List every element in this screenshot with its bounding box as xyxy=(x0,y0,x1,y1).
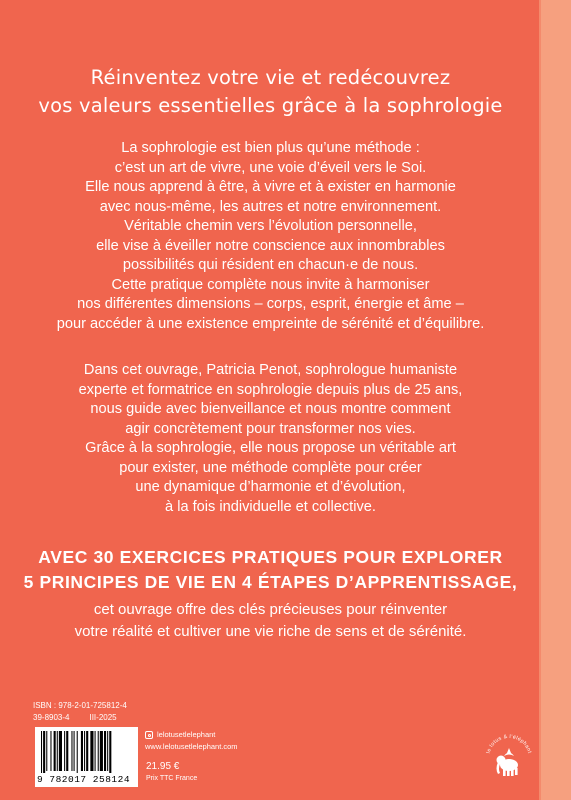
price-amount: 21.95 € xyxy=(146,761,180,772)
barcode-bar xyxy=(100,731,103,771)
text-line: Cette pratique complète nous invite à harmoniser xyxy=(111,276,430,293)
barcode-bar xyxy=(104,731,106,771)
barcode-bar xyxy=(90,731,93,771)
barcode-bar xyxy=(86,731,88,771)
barcode-bar xyxy=(43,731,45,773)
headline-line: Réinventez votre vie et redécouvrez xyxy=(90,66,451,89)
instagram-row[interactable] xyxy=(145,729,238,741)
text-line: votre réalité et cultiver une vie riche de sens et de sérénité. xyxy=(74,623,467,640)
text-line: Grâce à la sophrologie, elle nous propose un véritable art xyxy=(85,440,456,456)
website-link[interactable]: www.lelotusetlelephant.com xyxy=(145,742,238,751)
text-line: agir concrètement pour transformer nos vies. xyxy=(125,420,416,437)
headline xyxy=(0,64,541,120)
caps-line: AVEC 30 EXERCICES PRATIQUES POUR EXPLORER xyxy=(38,547,503,567)
headline-line: vos valeurs essentielles grâce à la sophrologie xyxy=(38,94,503,117)
barcode-bar xyxy=(71,731,72,771)
text-line: Elle nous apprend à être, à vivre et à exister en harmonie xyxy=(85,179,456,195)
barcode-bars xyxy=(41,731,132,773)
isbn-number: ISBN : 978-2-01-725812-4 xyxy=(33,701,127,710)
barcode-bar xyxy=(74,731,75,771)
barcode-bar xyxy=(54,731,56,771)
barcode-bar xyxy=(41,731,42,773)
price-note: Prix TTC France xyxy=(146,775,198,782)
intro-paragraph xyxy=(0,139,541,334)
barcode-digits: 9 782017 258124 xyxy=(37,774,131,785)
barcode-bar xyxy=(66,731,68,771)
elephant-icon xyxy=(497,748,519,776)
barcode-bar xyxy=(81,731,83,771)
highlight-caps xyxy=(0,545,541,595)
instagram-handle: lelotusetlelephant xyxy=(157,730,216,739)
isbn-code: 39-8903-4 xyxy=(33,713,70,722)
text-line: Véritable chemin vers l’évolution personnelle, xyxy=(124,218,417,234)
text-line: nous guide avec bienveillance et nous montre comment xyxy=(90,401,451,417)
closing-paragraph xyxy=(0,599,541,643)
barcode-bar xyxy=(59,731,62,771)
text-line: pour accéder à une existence empreinte de sérénité et d’équilibre. xyxy=(56,315,485,332)
barcode xyxy=(35,727,138,787)
text-line: avec nous-même, les autres et notre environnement. xyxy=(99,198,442,215)
text-line: pour exister, une méthode complète pour créer xyxy=(119,459,422,476)
text-line: à la fois individuelle et collective. xyxy=(165,498,376,515)
barcode-bar xyxy=(95,731,96,771)
spine-strip xyxy=(541,0,571,800)
barcode-bar xyxy=(57,731,58,771)
isbn-block xyxy=(33,700,127,724)
text-line: nos différentes dimensions – corps, esprit, énergie et âme – xyxy=(77,296,464,312)
publisher-logo xyxy=(480,727,538,785)
text-line: Dans cet ouvrage, Patricia Penot, sophrologue humaniste xyxy=(83,362,458,378)
barcode-bar xyxy=(46,731,47,771)
barcode-bar xyxy=(84,731,85,771)
price-block xyxy=(146,761,197,784)
text-line: La sophrologie est bien plus qu’une méthode : xyxy=(121,140,420,156)
logo-text: le lotus & l’éléphant xyxy=(485,733,533,755)
text-line: possibilités qui résident en chacun·e de nous. xyxy=(122,257,419,273)
instagram-icon xyxy=(145,731,153,739)
caps-line: 5 PRINCIPES DE VIE EN 4 ÉTAPES D’APPRENTISSAGE, xyxy=(23,572,518,592)
isbn-edition: III-2025 xyxy=(89,713,117,722)
text-line: c’est un art de vivre, une voie d’éveil vers le Soi. xyxy=(114,159,427,176)
barcode-bar xyxy=(107,731,108,771)
text-line: experte et formatrice en sophrologie depuis plus de 25 ans, xyxy=(78,381,463,398)
social-block xyxy=(145,729,238,753)
text-line: elle vise à éveiller notre conscience aux innombrables xyxy=(96,237,445,254)
barcode-bar xyxy=(98,731,99,771)
barcode-bar xyxy=(50,731,51,771)
text-line: une dynamique d’harmonie et d’évolution, xyxy=(135,479,406,495)
barcode-bar xyxy=(77,731,78,773)
author-paragraph xyxy=(0,361,541,517)
barcode-bar xyxy=(109,731,111,773)
barcode-bar xyxy=(64,731,65,771)
isbn-codes xyxy=(33,712,127,724)
text-line: cet ouvrage offre des clés précieuses pour réinventer xyxy=(93,601,448,618)
